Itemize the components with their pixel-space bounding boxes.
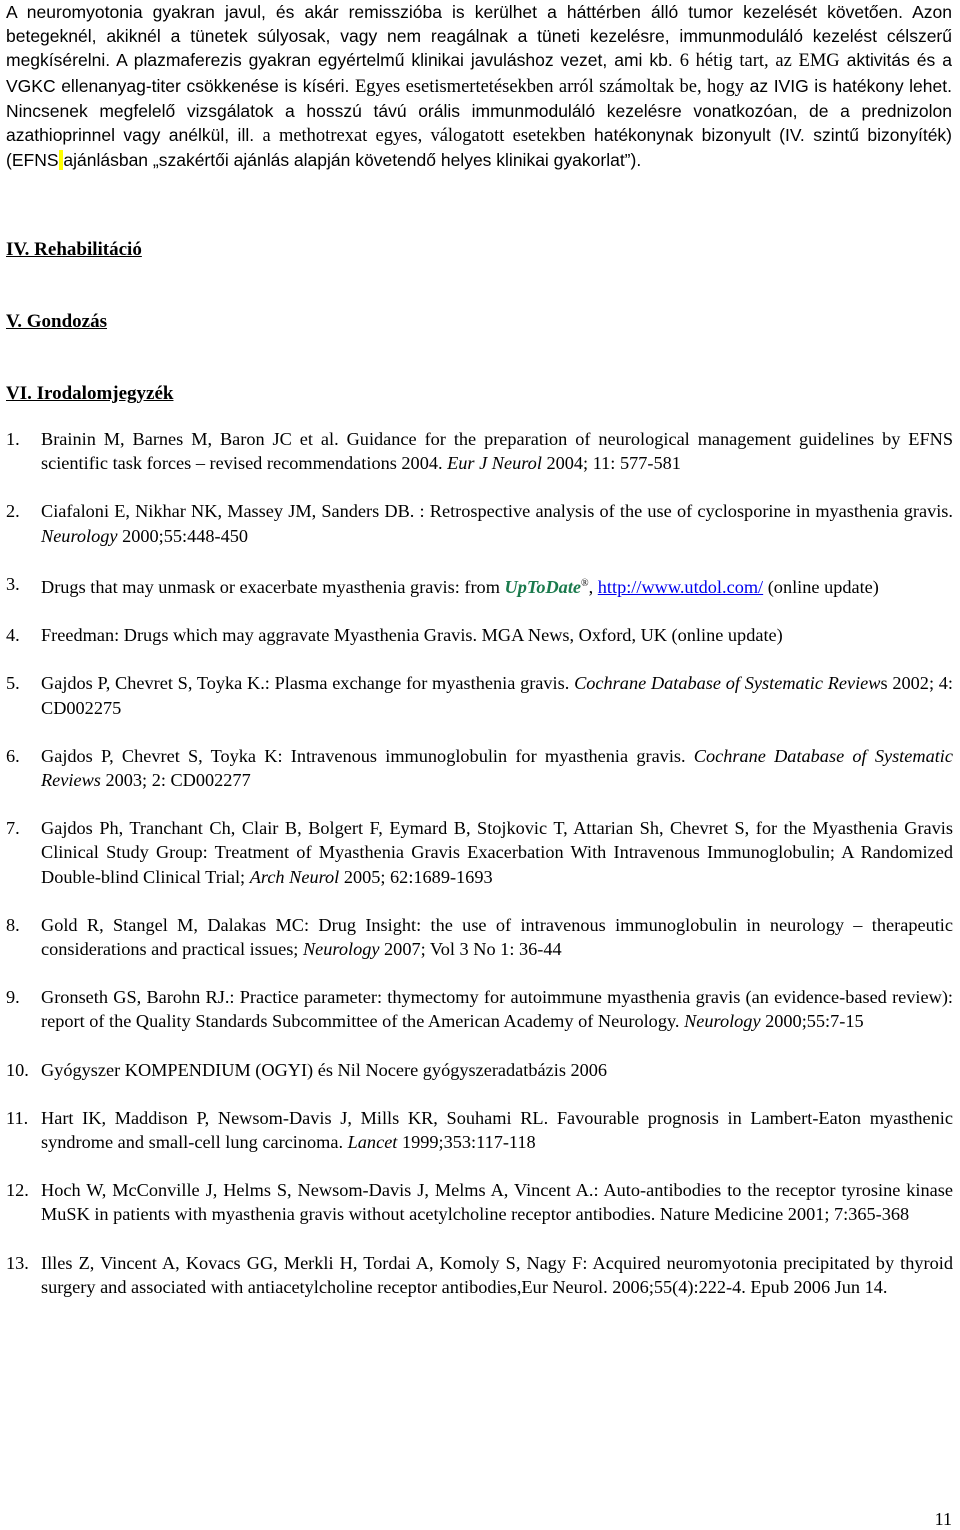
reference-number: 11. xyxy=(6,1107,29,1128)
reference-item xyxy=(0,427,960,475)
reference-item xyxy=(0,671,960,719)
reference-number: 12. xyxy=(6,1180,29,1201)
reference-item xyxy=(0,623,960,647)
reference-text: Gajdos P, Chevret S, Toyka K: Intravenous immunoglobulin for myasthenia gravis. xyxy=(41,745,694,766)
intro-text: az IVIG is hatékony lehet. xyxy=(744,75,952,96)
reference-text: Hart IK, Maddison P, Newsom-Davis J, Mills KR, Souhami RL. Favourable prognosis in Lambert-Eaton myasthenic syndrome and small-cell lung carcinoma. xyxy=(41,1107,953,1152)
reference-item xyxy=(0,985,960,1033)
reference-text: Hoch W, McConville J, Helms S, Newsom-Davis J, Melms A, Vincent A.: Auto-antibodies to the receptor tyrosine kinase MuSK in patients with myasthenia gravis without acetylcholine receptor antibodies. Nature Medicine 2001; 7:365-368 xyxy=(41,1180,953,1225)
intro-text: 6 hétig tart, az EMG xyxy=(679,51,840,72)
reference-number: 1. xyxy=(6,429,20,449)
journal-name: Cochrane Database of Systematic Reviews xyxy=(41,745,953,790)
journal-name: Arch Neurol xyxy=(249,866,340,887)
reference-text: 2004; 11: 577-581 xyxy=(541,453,681,474)
reference-number: 8. xyxy=(6,914,20,935)
heading-care: V. Gondozás xyxy=(6,311,108,332)
intro-text: hatékonynak bizonyult (IV. szintű bizonyíték) (EFNS xyxy=(6,125,953,171)
journal-name: Lancet xyxy=(347,1131,398,1152)
intro-text: Nincsenek megfelelő vizsgálatok a hosszú távú orális immunmoduláló kezelésre vonatkozóan, de a prednizolon azathioprinnel vagy anélkül, ill. xyxy=(6,100,952,146)
intro-text: a methotrexat egyes, válogatott esetekben xyxy=(262,126,586,147)
uptodate-brand xyxy=(505,577,589,597)
reference-text: Freedman: Drugs which may aggravate Myasthenia Gravis. MGA News, Oxford, UK (online update) xyxy=(41,625,783,646)
reference-item xyxy=(0,1058,960,1082)
reference-item xyxy=(0,1251,960,1299)
intro-text: ajánlásban „szakértői ajánlás alapján követendő helyes klinikai gyakorlat”). xyxy=(63,150,642,171)
intro-paragraph xyxy=(6,0,952,172)
reference-text: (online update) xyxy=(763,576,879,597)
reference-text: Ciafaloni E, Nikhar NK, Massey JM, Sanders DB. : Retrospective analysis of the use of cyclosporine in myasthenia gravis. xyxy=(41,501,953,522)
reference-item xyxy=(0,1106,960,1154)
reference-text: Gyógyszer KOMPENDIUM (OGYI) és Nil Nocere gyógyszeradatbázis 2006 xyxy=(41,1059,608,1080)
reference-list xyxy=(0,427,960,1323)
reference-number: 10. xyxy=(6,1059,29,1080)
journal-name: Neurology xyxy=(684,1011,761,1032)
reference-number: 5. xyxy=(6,673,20,694)
page-number: 11 xyxy=(934,1509,952,1529)
reference-text: 2000;55:7-15 xyxy=(760,1011,864,1032)
registered-mark: ® xyxy=(581,577,589,589)
intro-text: Egyes esetismertetésekben arról számoltak be, hogy xyxy=(355,76,744,97)
reference-text: Gajdos P, Chevret S, Toyka K.: Plasma exchange for myasthenia gravis. xyxy=(41,673,575,694)
uptodate-link[interactable]: http://www.utdol.com/ xyxy=(597,576,764,597)
reference-number: 3. xyxy=(6,573,20,594)
reference-text: 2000;55:448-450 xyxy=(117,525,249,546)
reference-number: 9. xyxy=(6,987,20,1008)
brand-text: UpToDate xyxy=(504,576,582,597)
reference-number: 13. xyxy=(6,1252,29,1273)
reference-text: 2007; Vol 3 No 1: 36-44 xyxy=(379,938,562,959)
reference-text: Gold R, Stangel M, Dalakas MC: Drug Insight: the use of intravenous immunoglobulin in neurology – therapeutic considerations and practical issues; xyxy=(41,914,953,959)
reference-text: 2005; 62:1689-1693 xyxy=(339,866,493,887)
reference-number: 7. xyxy=(6,818,20,839)
reference-text: 1999;353:117-118 xyxy=(397,1131,536,1152)
journal-name: Cochrane Database of Systematic Review xyxy=(574,673,881,694)
reference-text: Gajdos Ph, Tranchant Ch, Clair B, Bolgert F, Eymard B, Stojkovic T, Attarian Sh, Chevret S, for the Myasthenia Gravis Clinical Study Group: Treatment of Myasthenia Gravis Exacerbation With Intravenous Immunoglobulin; A Randomized Double-blind Clinical Trial; xyxy=(41,818,953,887)
reference-number: 6. xyxy=(6,745,20,766)
reference-text: Gronseth GS, Barohn RJ.: Practice parameter: thymectomy for autoimmune myasthenia gravis (an evidence-based review): report of the Quality Standards Subcommittee of the American Academy of Neurology. xyxy=(41,987,953,1032)
journal-name: Neurology xyxy=(302,938,380,959)
reference-text: Illes Z, Vincent A, Kovacs GG, Merkli H, Tordai A, Komoly S, Nagy F: Acquired neuromyotonia precipitated by thyroid surgery and associated with antiacetylcholine receptor antibodies,Eur Neurol. 2006;55(4):222-4. Epub 2006 Jun 14. xyxy=(41,1252,953,1297)
intro-text: A neuromyotonia gyakran javul, és akár remisszióba is kerülhet a háttérben álló tumor kezelését követően. Azon betegeknél, akiknél a tünetek súlyosak, vagy nem reagálnak a tüneti kezelésre, immunmoduláló kezelést célszerű megkísérelni. A plazmaferezis gyakran egyértelmű klinikai javuláshoz vezet, ami kb. xyxy=(6,2,952,71)
heading-bibliography: VI. Irodalomjegyzék xyxy=(6,383,174,404)
journal-name: Neurology xyxy=(41,525,118,546)
reference-text: Brainin M, Barnes M, Baron JC et al. Guidance for the preparation of neurological management guidelines by EFNS scientific task forces – revised recommendations 2004. xyxy=(41,429,953,474)
reference-text: s 2002; 4: CD002275 xyxy=(41,673,953,718)
reference-text: Drugs that may unmask or exacerbate myasthenia gravis: from xyxy=(41,576,505,597)
intro-text: aktivitás és a VGKC ellenanyag-titer csökkenése is kíséri. xyxy=(6,50,952,96)
reference-item xyxy=(0,499,960,547)
reference-text: , xyxy=(588,576,598,597)
reference-item xyxy=(0,744,960,792)
reference-item xyxy=(0,572,960,599)
reference-item xyxy=(0,816,960,889)
reference-text: 2003; 2: CD002277 xyxy=(100,769,251,790)
reference-item xyxy=(0,1178,960,1226)
heading-rehabilitation: IV. Rehabilitáció xyxy=(6,239,142,260)
reference-number: 2. xyxy=(6,501,20,522)
journal-name: Eur J Neurol xyxy=(447,453,542,474)
reference-item xyxy=(0,913,960,961)
reference-number: 4. xyxy=(6,625,20,646)
